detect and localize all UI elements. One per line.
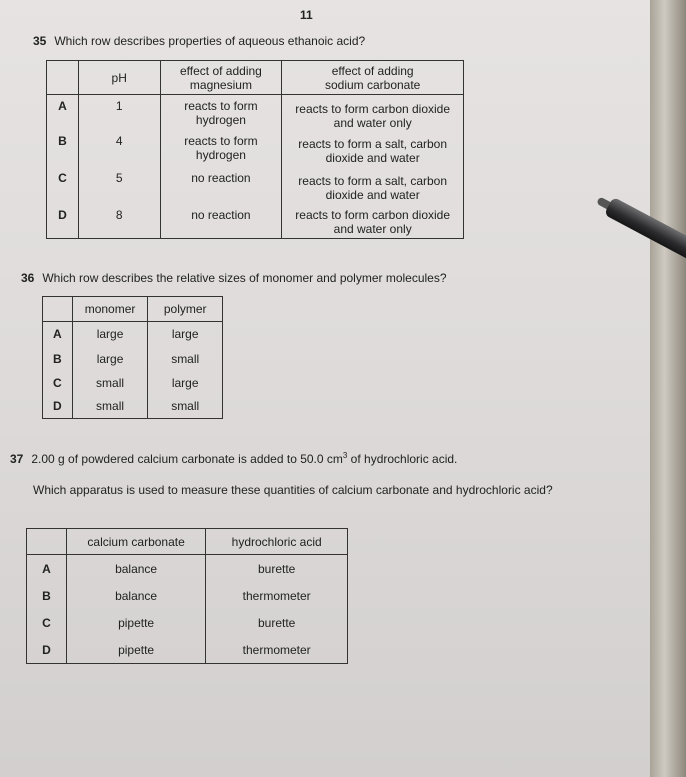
q35-magnesium: no reaction xyxy=(160,206,282,239)
q37-acid: burette xyxy=(206,555,348,583)
binder-edge xyxy=(650,0,686,777)
q35-carbonate: reacts to form a salt, carbon dioxide and water xyxy=(282,132,464,169)
q37-row-b xyxy=(27,583,348,610)
q36-row-b xyxy=(43,347,223,371)
q36-monomer: small xyxy=(72,371,148,395)
q35-ph: 5 xyxy=(78,169,160,206)
q37-header-blank xyxy=(27,529,67,555)
q37-row-c xyxy=(27,610,348,637)
q37-row-a xyxy=(27,555,348,583)
q37-letter: A xyxy=(27,555,67,583)
q36-header-row xyxy=(43,297,223,322)
q35-header-carbonate: effect of adding sodium carbonate xyxy=(282,61,464,95)
q36-row-a xyxy=(43,322,223,347)
q37-carbonate: pipette xyxy=(66,610,206,637)
q36-row-c xyxy=(43,371,223,395)
q36-polymer: large xyxy=(148,322,223,347)
question-36-text: Which row describes the relative sizes of monomer and polymer molecules? xyxy=(42,271,447,285)
question-36 xyxy=(21,271,447,285)
q35-ph: 1 xyxy=(78,95,160,132)
q37-row-d xyxy=(27,637,348,664)
q36-header-monomer: monomer xyxy=(72,297,148,322)
q35-ph: 4 xyxy=(78,132,160,169)
question-37-number: 37 xyxy=(10,452,24,466)
q35-letter: C xyxy=(47,169,79,206)
q35-ph: 8 xyxy=(78,206,160,239)
q35-letter: D xyxy=(47,206,79,239)
question-36-number: 36 xyxy=(21,271,35,285)
question-37-text-part1: 2.00 g of powdered calcium carbonate is added to 50.0 cm xyxy=(31,452,343,466)
q36-letter: D xyxy=(43,395,73,419)
question-37-prompt: Which apparatus is used to measure these quantities of calcium carbonate and hydrochloric acid? xyxy=(33,483,553,497)
q36-monomer: large xyxy=(72,322,148,347)
q36-header-polymer: polymer xyxy=(148,297,223,322)
question-35-text: Which row describes properties of aqueous ethanoic acid? xyxy=(54,34,366,48)
q37-table xyxy=(26,528,348,664)
question-37 xyxy=(10,451,457,466)
q35-row-d xyxy=(47,206,464,239)
q35-magnesium: no reaction xyxy=(160,169,282,206)
q35-header-blank xyxy=(47,61,79,95)
q35-table xyxy=(46,60,464,239)
q35-magnesium: reacts to form hydrogen xyxy=(160,95,282,132)
q37-letter: D xyxy=(27,637,67,664)
q35-header-ph: pH xyxy=(78,61,160,95)
q35-carbonate: reacts to form a salt, carbon dioxide and water xyxy=(282,169,464,206)
q37-letter: B xyxy=(27,583,67,610)
page-number: 11 xyxy=(300,8,313,22)
q37-letter: C xyxy=(27,610,67,637)
q37-acid: thermometer xyxy=(206,583,348,610)
q36-polymer: large xyxy=(148,371,223,395)
question-37-superscript: 3 xyxy=(342,451,348,460)
q35-header-row xyxy=(47,61,464,95)
q36-polymer: small xyxy=(148,347,223,371)
q37-header-row xyxy=(27,529,348,555)
q35-magnesium: reacts to form hydrogen xyxy=(160,132,282,169)
q36-letter: B xyxy=(43,347,73,371)
q37-carbonate: balance xyxy=(66,583,206,610)
question-35 xyxy=(33,34,365,48)
q37-acid: thermometer xyxy=(206,637,348,664)
q36-header-blank xyxy=(43,297,73,322)
q35-carbonate: reacts to form carbon dioxide and water only xyxy=(282,95,464,132)
q35-letter: B xyxy=(47,132,79,169)
q36-letter: A xyxy=(43,322,73,347)
q36-polymer: small xyxy=(148,395,223,419)
q36-monomer: large xyxy=(72,347,148,371)
q35-row-a xyxy=(47,95,464,132)
q37-header-carbonate: calcium carbonate xyxy=(66,529,206,555)
q35-header-magnesium: effect of adding magnesium xyxy=(160,61,282,95)
q36-monomer: small xyxy=(72,395,148,419)
question-35-number: 35 xyxy=(33,34,47,48)
question-37-text-part2: of hydrochloric acid. xyxy=(347,452,458,466)
q36-letter: C xyxy=(43,371,73,395)
q35-row-c xyxy=(47,169,464,206)
q35-row-b xyxy=(47,132,464,169)
q37-header-acid: hydrochloric acid xyxy=(206,529,348,555)
q35-carbonate: reacts to form carbon dioxide and water only xyxy=(282,206,464,239)
q35-letter: A xyxy=(47,95,79,132)
q36-table xyxy=(42,296,223,419)
q37-carbonate: pipette xyxy=(66,637,206,664)
q36-row-d xyxy=(43,395,223,419)
q37-acid: burette xyxy=(206,610,348,637)
q37-carbonate: balance xyxy=(66,555,206,583)
